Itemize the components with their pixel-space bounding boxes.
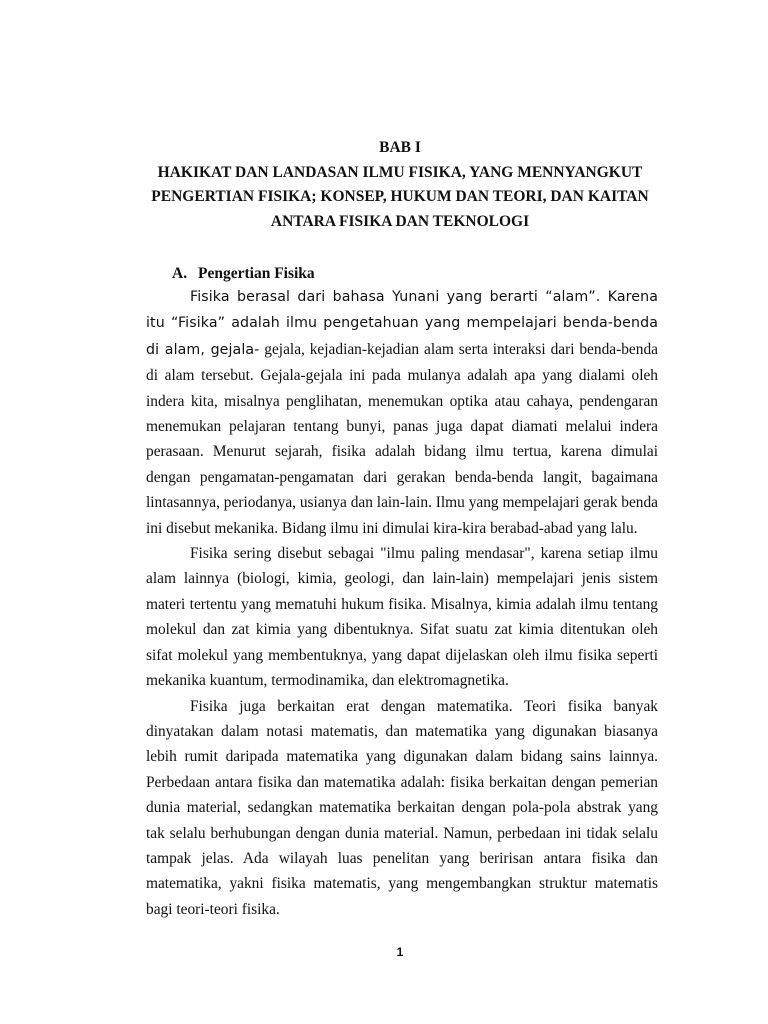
- chapter-title-line-3: ANTARA FISIKA DAN TEKNOLOGI: [270, 212, 530, 230]
- paragraph-2: Fisika sering disebut sebagai "ilmu paling mendasar", karena setiap ilmu alam lainnya (biologi, kimia, geologi, dan lain-lain) mempelajari jenis sistem materi tertentu yang mematuhi hukum fisika. Misalnya, kimia adalah ilmu tentang molekul dan zat kimia yang dibentuknya. Sifat suatu zat kimia ditentukan oleh sifat molekul yang membentuknya, yang dapat dijelaskan oleh ilmu fisika seperti mekanika kuantum, termodinamika, dan elektromagnetika.: [146, 545, 658, 690]
- section-letter: A.: [172, 265, 188, 282]
- body-text: [146, 284, 658, 922]
- paragraph-1-rest: gejala, kejadian-kejadian alam serta interaksi dari benda-benda di alam tersebut. Gejala-gejala ini pada mulanya adalah apa yang dialami oleh indera kita, misalnya penglihatan, menemukan optika atau cahaya, pendengaran menemukan pelajaran tentang bunyi, panas juga dapat diamati melalui indera perasaan. Menurut sejarah, fisika adalah bidang ilmu tertua, karena dimulai dengan pengamatan-pengamatan dari gerakan benda-benda langit, bagaimana lintasannya, periodanya, usianya dan lain-lain. Ilmu yang mempelajari gerak benda ini disebut mekanika. Bidang ilmu ini dimulai kira-kira berabad-abad yang lalu.: [146, 340, 658, 537]
- section-heading: [172, 262, 315, 286]
- chapter-number: BAB I: [379, 139, 421, 156]
- paragraph-1-opening: Fisika berasal dari bahasa Yunani yang berarti “alam”. Karena itu “Fisika” adalah ilmu pengetahuan yang mempelajari benda-benda di alam, gejala-: [146, 289, 658, 358]
- page-number: 1: [396, 945, 404, 959]
- paragraph-3: Fisika juga berkaitan erat dengan matematika. Teori fisika banyak dinyatakan dalam notasi matematis, dan matematika yang digunakan biasanya lebih rumit daripada matematika yang digunakan dalam bidang sains lainnya. Perbedaan antara fisika dan matematika adalah: fisika berkaitan dengan pemerian dunia material, sedangkan matematika berkaitan dengan pola-pola abstrak yang tak selalu berhubungan dengan dunia material. Namun, perbedaan ini tidak selalu tampak jelas. Ada wilayah luas penelitan yang beririsan antara fisika dan matematika, yakni fisika matematis, yang mengembangkan struktur matematis bagi teori-teori fisika.: [146, 697, 658, 918]
- chapter-title-line-1: HAKIKAT DAN LANDASAN ILMU FISIKA, YANG MENNYANGKUT: [157, 163, 643, 181]
- section-title: Pengertian Fisika: [198, 265, 315, 282]
- paragraph-1: [146, 284, 658, 541]
- chapter-title-line-2: PENGERTIAN FISIKA; KONSEP, HUKUM DAN TEORI, DAN KAITAN: [151, 188, 649, 205]
- chapter-heading: [120, 136, 680, 234]
